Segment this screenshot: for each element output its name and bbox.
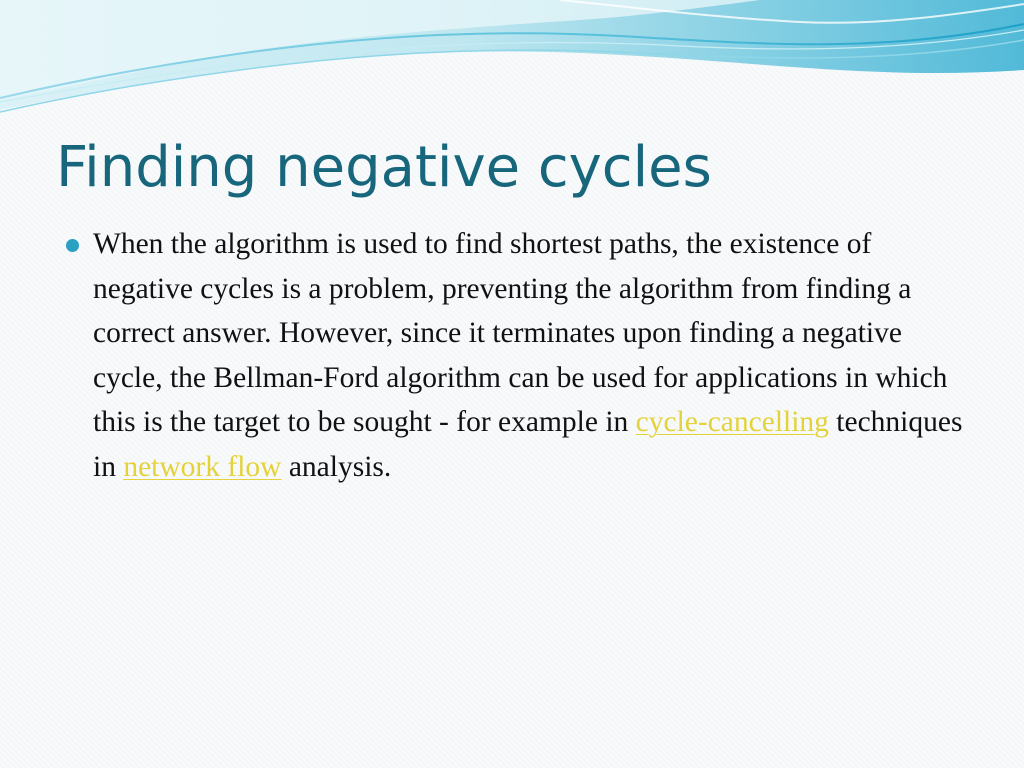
bullet-text-part: analysis. [281,450,392,483]
bullet-item [62,222,962,489]
wave-banner [0,0,1024,130]
bullet-dot-icon [66,239,79,252]
bullet-text [93,222,963,489]
slide-title: Finding negative cycles [56,135,712,200]
network-flow-link[interactable]: network flow [123,450,282,483]
bullet-list [62,222,962,489]
bullet-text-part: When the algorithm is used to find shortest paths, the existence of negative cycles is a problem, preventing the algorithm from finding a correct answer. However, since it terminates upon finding a negative cycle, the Bellman-Ford algorithm can be used for applications in which this is the target to be sought - for example in [93,228,948,438]
cycle-cancelling-link[interactable]: cycle-cancelling [635,406,829,438]
bullet-text-part: techniques in [93,406,963,483]
